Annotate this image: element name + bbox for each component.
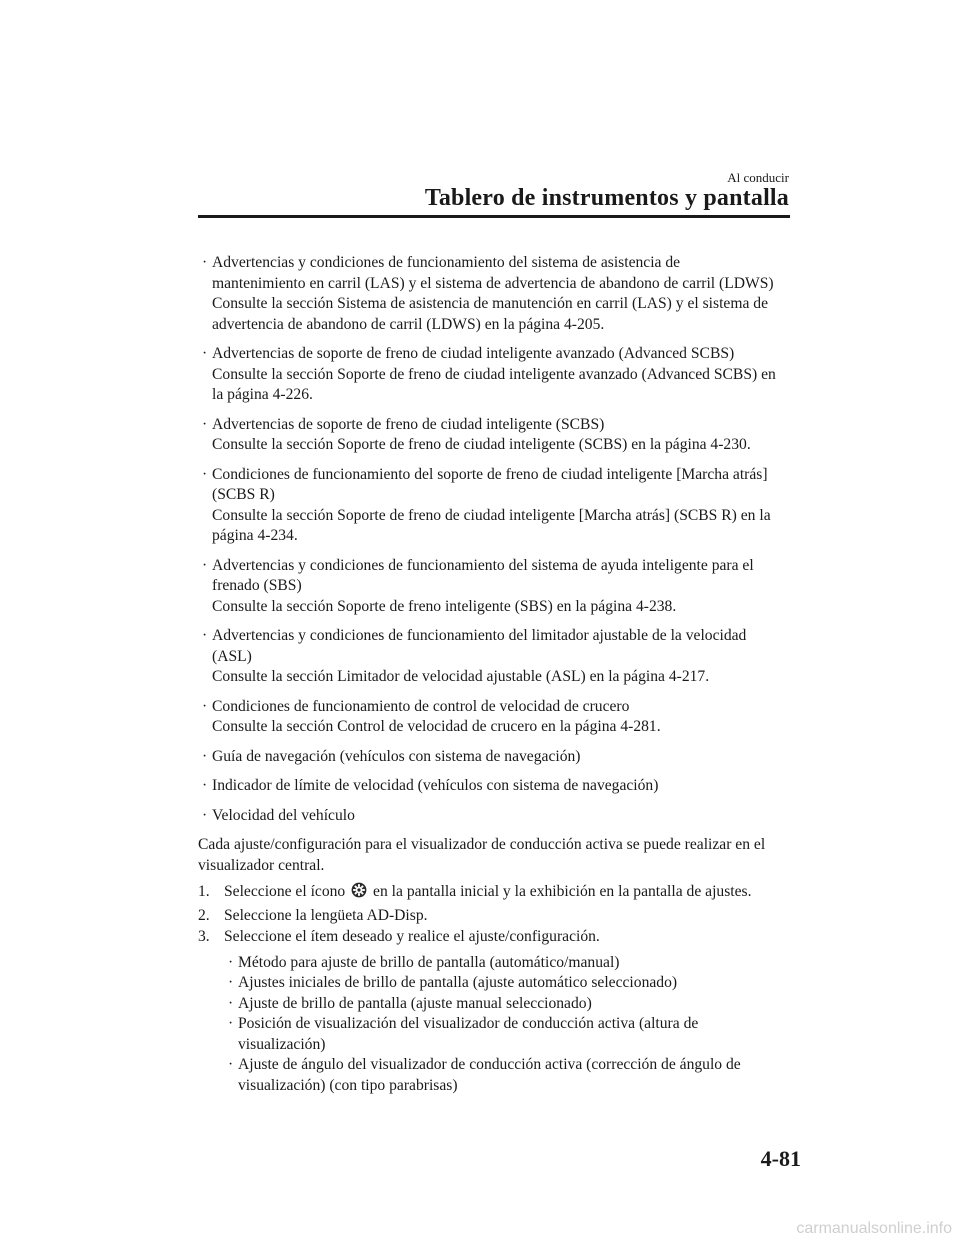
step-number: 3.: [198, 928, 210, 945]
step-item: [198, 927, 793, 948]
list-item-text: Consulte la sección Limitador de velocidad ajustable (ASL) en la página 4-217.: [212, 668, 710, 685]
list-item-text: Ajustes iniciales de brillo de pantalla (ajuste automático seleccionado): [238, 974, 678, 991]
step-text: Seleccione el ítem deseado y realice el ajuste/configuración.: [224, 928, 600, 945]
bullet-dot: ·: [202, 627, 208, 644]
bullet-dot: ·: [202, 806, 208, 824]
list-item: [198, 806, 793, 827]
list-item: [198, 556, 793, 618]
paragraph-text: Cada ajuste/configuración para el visualizador de conducción activa se puede realizar en el: [198, 836, 766, 853]
list-item: [198, 747, 793, 768]
bullet-dot: ·: [202, 415, 208, 433]
list-item-text: Velocidad del vehículo: [212, 806, 355, 824]
list-item-text: Ajuste de ángulo del visualizador de conducción activa (corrección de ángulo de: [238, 1056, 741, 1073]
list-item: [224, 1055, 793, 1096]
list-item-text: Consulte la sección Soporte de freno de ciudad inteligente [Marcha atrás] (SCBS R) en la: [212, 506, 771, 524]
list-item-text: página 4-234.: [212, 527, 298, 544]
list-item: [224, 994, 793, 1015]
list-item-text: Consulte la sección Control de velocidad de crucero en la página 4-281.: [212, 718, 661, 735]
list-item: [224, 1014, 793, 1055]
bullet-dot: ·: [202, 345, 208, 362]
bullet-dot: ·: [202, 254, 208, 271]
list-item-text: frenado (SBS): [212, 577, 302, 594]
list-item-text: la página 4-226.: [212, 386, 313, 403]
list-item-text: mantenimiento en carril (LAS) y el sistema de advertencia de abandono de carril (LDWS): [212, 274, 774, 292]
list-item-text: Condiciones de funcionamiento del soporte de freno de ciudad inteligente [Marcha atrás]: [212, 465, 768, 483]
step-text: Seleccione el ícono: [224, 883, 346, 900]
step-item: [198, 906, 793, 927]
bullet-dot: ·: [228, 953, 234, 971]
list-item-text: Advertencias de soporte de freno de ciudad inteligente avanzado (Advanced SCBS): [212, 345, 735, 362]
list-item: [198, 253, 793, 335]
list-item-text: advertencia de abandono de carril (LDWS) en la página 4-205.: [212, 315, 605, 333]
header-divider: [198, 215, 790, 218]
list-item-text: (SCBS R): [212, 486, 275, 503]
bullet-dot: ·: [228, 1056, 234, 1073]
page-title: Tablero de instrumentos y pantalla: [424, 185, 789, 211]
list-item: [198, 776, 793, 797]
list-item-text: Consulte la sección Soporte de freno inteligente (SBS) en la página 4-238.: [212, 597, 677, 615]
bullet-dot: ·: [228, 994, 234, 1012]
bullet-list: [198, 253, 793, 826]
settings-gear-icon: [351, 882, 367, 905]
bullet-dot: ·: [202, 747, 208, 765]
step-number: 1.: [198, 883, 210, 900]
bullet-dot: ·: [202, 556, 208, 574]
list-item-text: Advertencias de soporte de freno de ciudad inteligente (SCBS): [212, 415, 605, 433]
page-number: 4-81: [760, 1146, 801, 1171]
list-item-text: Advertencias y condiciones de funcionamiento del sistema de ayuda inteligente para el: [212, 556, 754, 574]
step-number: 2.: [198, 906, 210, 924]
list-item: [198, 344, 793, 406]
list-item-text: Posición de visualización del visualizador de conducción activa (altura de: [238, 1015, 699, 1032]
watermark: carmanualsonline.info: [796, 1220, 952, 1237]
bullet-dot: ·: [228, 974, 234, 991]
bullet-dot: ·: [202, 697, 208, 715]
list-item-text: Advertencias y condiciones de funcionamiento del sistema de asistencia de: [212, 254, 681, 271]
list-item-text: Consulte la sección Sistema de asistencia de manutención en carril (LAS) y el sistema de: [212, 295, 769, 312]
step-list: [198, 882, 793, 948]
list-item-text: Guía de navegación (vehículos con sistema de navegación): [212, 747, 581, 765]
sub-bullet-list: [224, 953, 793, 1097]
list-item: [198, 697, 793, 738]
list-item-text: visualización): [238, 1035, 326, 1053]
page-content: [198, 253, 793, 1096]
list-item: [198, 626, 793, 688]
list-item: [198, 465, 793, 547]
list-item: [224, 973, 793, 994]
intro-paragraph: [198, 835, 793, 876]
bullet-dot: ·: [202, 465, 208, 483]
list-item-text: Método para ajuste de brillo de pantalla (automático/manual): [238, 953, 620, 971]
step-item: [198, 882, 793, 905]
paragraph-text: visualizador central.: [198, 856, 325, 874]
list-item-text: Condiciones de funcionamiento de control de velocidad de crucero: [212, 697, 630, 715]
bullet-dot: ·: [228, 1015, 234, 1032]
list-item-text: Advertencias y condiciones de funcionamiento del limitador ajustable de la velocidad: [212, 627, 747, 644]
list-item-text: Indicador de límite de velocidad (vehículos con sistema de navegación): [212, 777, 659, 794]
list-item-text: Consulte la sección Soporte de freno de ciudad inteligente (SCBS) en la página 4-230.: [212, 436, 751, 453]
step-text: en la pantalla inicial y la exhibición en la pantalla de ajustes.: [373, 883, 752, 900]
list-item-text: (ASL): [212, 647, 252, 665]
bullet-dot: ·: [202, 777, 208, 794]
list-item-text: Consulte la sección Soporte de freno de ciudad inteligente avanzado (Advanced SCBS) en: [212, 365, 776, 383]
list-item-text: visualización) (con tipo parabrisas): [238, 1076, 458, 1094]
list-item: [198, 415, 793, 456]
list-item-text: Ajuste de brillo de pantalla (ajuste manual seleccionado): [238, 994, 592, 1012]
list-item: [224, 953, 793, 974]
step-text: Seleccione la lengüeta AD-Disp.: [224, 906, 428, 924]
section-label: Al conducir: [727, 170, 789, 185]
